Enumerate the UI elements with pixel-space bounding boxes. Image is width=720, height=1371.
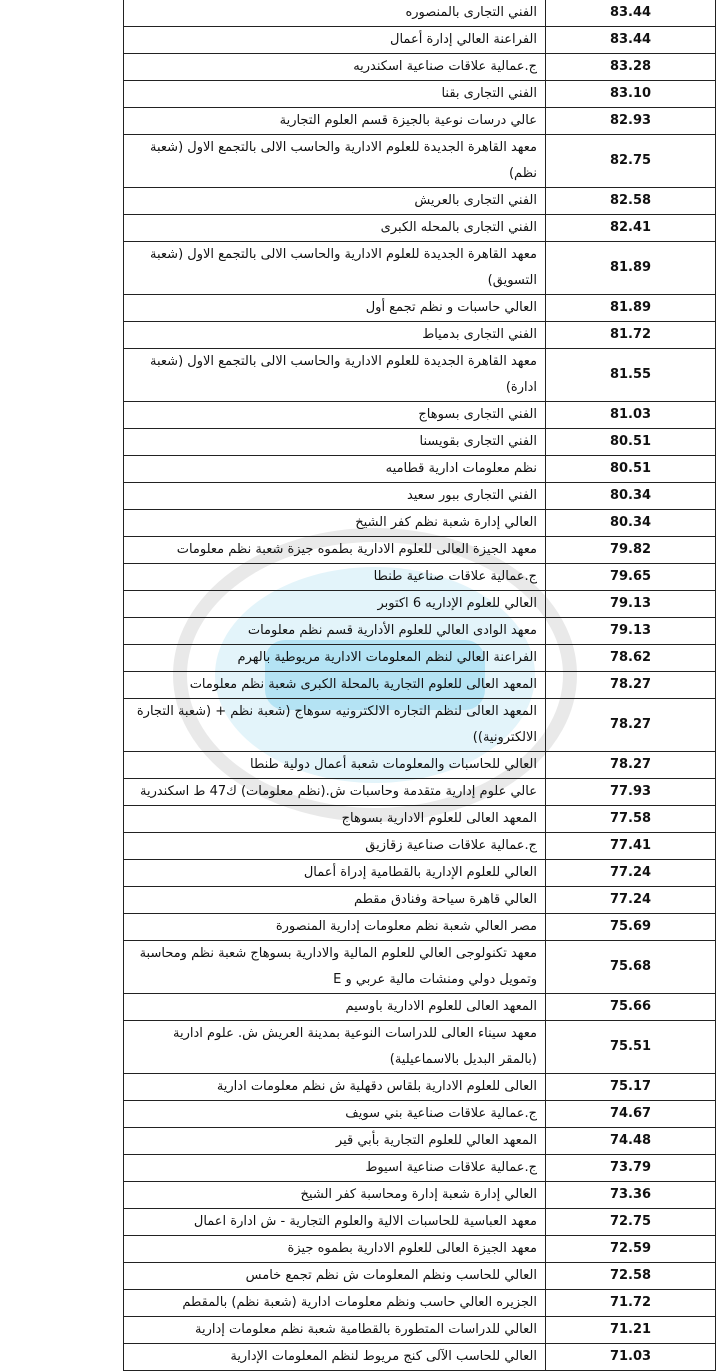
- table-row: [124, 860, 716, 887]
- min-score: 81.55: [546, 349, 716, 402]
- institute-name: الفراعنة العالي إدارة أعمال: [124, 27, 546, 54]
- table-row: [124, 27, 716, 54]
- table-row: [124, 779, 716, 806]
- table-row: [124, 645, 716, 672]
- institute-name: عالي علوم إدارية متقدمة وحاسبات ش.(نظم معلومات) ك47 ط اسكندرية: [124, 779, 546, 806]
- min-score: 80.51: [546, 456, 716, 483]
- table-row: [124, 242, 716, 295]
- institute-name: الفني التجارى بالمحله الكبرى: [124, 215, 546, 242]
- institute-name: المعهد العالى لنظم التجاره الالكترونيه سوهاج (شعبة نظم + (شعبة التجارة الالكترونية)): [124, 699, 546, 752]
- institute-name: المعهد العالى للعلوم الادارية باوسيم: [124, 994, 546, 1021]
- institute-name: ج.عمالية علاقات صناعية طنطا: [124, 564, 546, 591]
- institute-name: العالي للعلوم الإداريه 6 اكتوبر: [124, 591, 546, 618]
- institute-name: العالي للعلوم الإدارية بالقطامية إدراة أعمال: [124, 860, 546, 887]
- table-row: [124, 483, 716, 510]
- min-score: 78.62: [546, 645, 716, 672]
- min-score: 72.59: [546, 1236, 716, 1263]
- institute-name: الفني التجارى بالعريش: [124, 188, 546, 215]
- min-score: 77.24: [546, 860, 716, 887]
- institute-name: معهد العباسية للحاسبات الالية والعلوم التجارية - ش ادارة اعمال: [124, 1209, 546, 1236]
- institute-name: العالي قاهرة سياحة وفنادق مقطم: [124, 887, 546, 914]
- min-score: 77.58: [546, 806, 716, 833]
- table-row: [124, 322, 716, 349]
- min-score: 83.10: [546, 81, 716, 108]
- institute-name: العالى للعلوم الادارية بلقاس دقهلية ش نظم معلومات ادارية: [124, 1074, 546, 1101]
- institute-name: المعهد العالى للعلوم الادارية بسوهاج: [124, 806, 546, 833]
- table-row: [124, 699, 716, 752]
- min-score: 75.17: [546, 1074, 716, 1101]
- institute-name: الفراعنة العالي لنظم المعلومات الادارية مريوطية بالهرم: [124, 645, 546, 672]
- min-score: 71.21: [546, 1317, 716, 1344]
- min-score: 71.03: [546, 1344, 716, 1371]
- min-score: 82.93: [546, 108, 716, 135]
- institute-name: ج.عمالية علاقات صناعية اسيوط: [124, 1155, 546, 1182]
- institute-name: العالي للدراسات المتطورة بالقطامية شعبة نظم معلومات إدارية: [124, 1317, 546, 1344]
- table-row: [124, 833, 716, 860]
- institute-name: العالي للحاسب ونظم المعلومات ش نظم تجمع خامس: [124, 1263, 546, 1290]
- table-row: [124, 887, 716, 914]
- min-score: 79.13: [546, 591, 716, 618]
- min-score: 82.75: [546, 135, 716, 188]
- institute-name: عالي درسات نوعية بالجيزة قسم العلوم التجارية: [124, 108, 546, 135]
- table-row: [124, 618, 716, 645]
- min-score: 78.27: [546, 672, 716, 699]
- table-row: [124, 215, 716, 242]
- table-row: [124, 429, 716, 456]
- table-row: [124, 994, 716, 1021]
- table-row: [124, 914, 716, 941]
- table-row: [124, 349, 716, 402]
- table-row: [124, 1344, 716, 1371]
- institute-name: العالي للحاسب الآلى كنج مريوط لنظم المعلومات الإدارية: [124, 1344, 546, 1371]
- table-row: [124, 81, 716, 108]
- table-row: [124, 1290, 716, 1317]
- min-score: 77.41: [546, 833, 716, 860]
- institute-name: معهد الوادى العالي للعلوم الأدارية قسم نظم معلومات: [124, 618, 546, 645]
- institute-name: الفني التجارى بالمنصوره: [124, 0, 546, 27]
- min-score: 82.41: [546, 215, 716, 242]
- min-score: 75.69: [546, 914, 716, 941]
- institute-name: معهد القاهرة الجديدة للعلوم الادارية والحاسب الالى بالتجمع الاول (شعبة ادارة): [124, 349, 546, 402]
- institute-name: معهد القاهرة الجديدة للعلوم الادارية والحاسب الالى بالتجمع الاول (شعبة نظم): [124, 135, 546, 188]
- min-score: 72.58: [546, 1263, 716, 1290]
- table-row: [124, 806, 716, 833]
- table-row: [124, 672, 716, 699]
- institute-name: نظم معلومات ادارية قطاميه: [124, 456, 546, 483]
- min-score: 74.67: [546, 1101, 716, 1128]
- table-row: [124, 752, 716, 779]
- institute-name: الفني التجارى بقنا: [124, 81, 546, 108]
- min-score: 75.66: [546, 994, 716, 1021]
- institute-name: العالي إدارة شعبة إدارة ومحاسبة كفر الشيخ: [124, 1182, 546, 1209]
- table-row: [124, 510, 716, 537]
- institute-name: المعهد العالى للعلوم التجارية بالمحلة الكبرى شعبة نظم معلومات: [124, 672, 546, 699]
- min-score: 83.28: [546, 54, 716, 81]
- table-row: [124, 295, 716, 322]
- table-row: [124, 1021, 716, 1074]
- min-score: 81.03: [546, 402, 716, 429]
- table-row: [124, 564, 716, 591]
- institute-name: الفني التجارى بسوهاج: [124, 402, 546, 429]
- min-score: 83.44: [546, 0, 716, 27]
- table-row: [124, 941, 716, 994]
- table-row: [124, 54, 716, 81]
- table-row: [124, 402, 716, 429]
- min-score: 71.72: [546, 1290, 716, 1317]
- min-score: 80.34: [546, 510, 716, 537]
- min-score: 77.24: [546, 887, 716, 914]
- table-row: [124, 591, 716, 618]
- institute-name: ج.عمالية علاقات صناعية بني سويف: [124, 1101, 546, 1128]
- min-score: 83.44: [546, 27, 716, 54]
- table-row: [124, 0, 716, 27]
- table-row: [124, 1317, 716, 1344]
- table-row: [124, 188, 716, 215]
- institute-name: ج.عمالية علاقات صناعية زقازيق: [124, 833, 546, 860]
- table-row: [124, 1128, 716, 1155]
- institute-name: معهد سيناء العالى للدراسات النوعية بمدينة العريش ش. علوم ادارية (بالمقر البديل بالاسماعيلية): [124, 1021, 546, 1074]
- table-row: [124, 1074, 716, 1101]
- min-score: 81.89: [546, 295, 716, 322]
- institute-name: العالي إدارة شعبة نظم كفر الشيخ: [124, 510, 546, 537]
- results-table: [123, 0, 716, 1371]
- min-score: 78.27: [546, 699, 716, 752]
- min-score: 75.68: [546, 941, 716, 994]
- table-row: [124, 1101, 716, 1128]
- institute-name: الفني التجارى بقويسنا: [124, 429, 546, 456]
- table-row: [124, 135, 716, 188]
- table-row: [124, 1209, 716, 1236]
- min-score: 79.65: [546, 564, 716, 591]
- table-row: [124, 456, 716, 483]
- institute-name: مصر العالي شعبة نظم معلومات إدارية المنصورة: [124, 914, 546, 941]
- min-score: 74.48: [546, 1128, 716, 1155]
- min-score: 79.82: [546, 537, 716, 564]
- institute-name: الفني التجارى ببور سعيد: [124, 483, 546, 510]
- table-row: [124, 1155, 716, 1182]
- min-score: 80.51: [546, 429, 716, 456]
- min-score: 81.72: [546, 322, 716, 349]
- table-row: [124, 1263, 716, 1290]
- table-row: [124, 1236, 716, 1263]
- table-row: [124, 1182, 716, 1209]
- institute-name: المعهد العالي للعلوم التجارية بأبي قير: [124, 1128, 546, 1155]
- institute-name: ج.عمالية علاقات صناعية اسكندريه: [124, 54, 546, 81]
- min-score: 72.75: [546, 1209, 716, 1236]
- min-score: 75.51: [546, 1021, 716, 1074]
- min-score: 78.27: [546, 752, 716, 779]
- institute-name: العالي حاسبات و نظم تجمع أول: [124, 295, 546, 322]
- institute-name: العالي للحاسبات والمعلومات شعبة أعمال دولية طنطا: [124, 752, 546, 779]
- institute-name: معهد تكنولوجى العالي للعلوم المالية والادارية بسوهاج شعبة نظم ومحاسبة وتمويل دولي ومنشات مالية عربي و E: [124, 941, 546, 994]
- min-score: 73.36: [546, 1182, 716, 1209]
- institute-name: معهد الجيزة العالى للعلوم الادارية بطموه جيزة شعبة نظم معلومات: [124, 537, 546, 564]
- min-score: 77.93: [546, 779, 716, 806]
- min-score: 82.58: [546, 188, 716, 215]
- institute-name: معهد القاهرة الجديدة للعلوم الادارية والحاسب الالى بالتجمع الاول (شعبة التسويق): [124, 242, 546, 295]
- min-score: 73.79: [546, 1155, 716, 1182]
- institute-name: معهد الجيزة العالى للعلوم الادارية بطموه جيزة: [124, 1236, 546, 1263]
- table-row: [124, 108, 716, 135]
- min-score: 81.89: [546, 242, 716, 295]
- min-score: 79.13: [546, 618, 716, 645]
- institute-name: الفني التجارى بدمياط: [124, 322, 546, 349]
- institute-name: الجزيره العالي حاسب ونظم معلومات ادارية (شعبة نظم) بالمقطم: [124, 1290, 546, 1317]
- table-row: [124, 537, 716, 564]
- min-score: 80.34: [546, 483, 716, 510]
